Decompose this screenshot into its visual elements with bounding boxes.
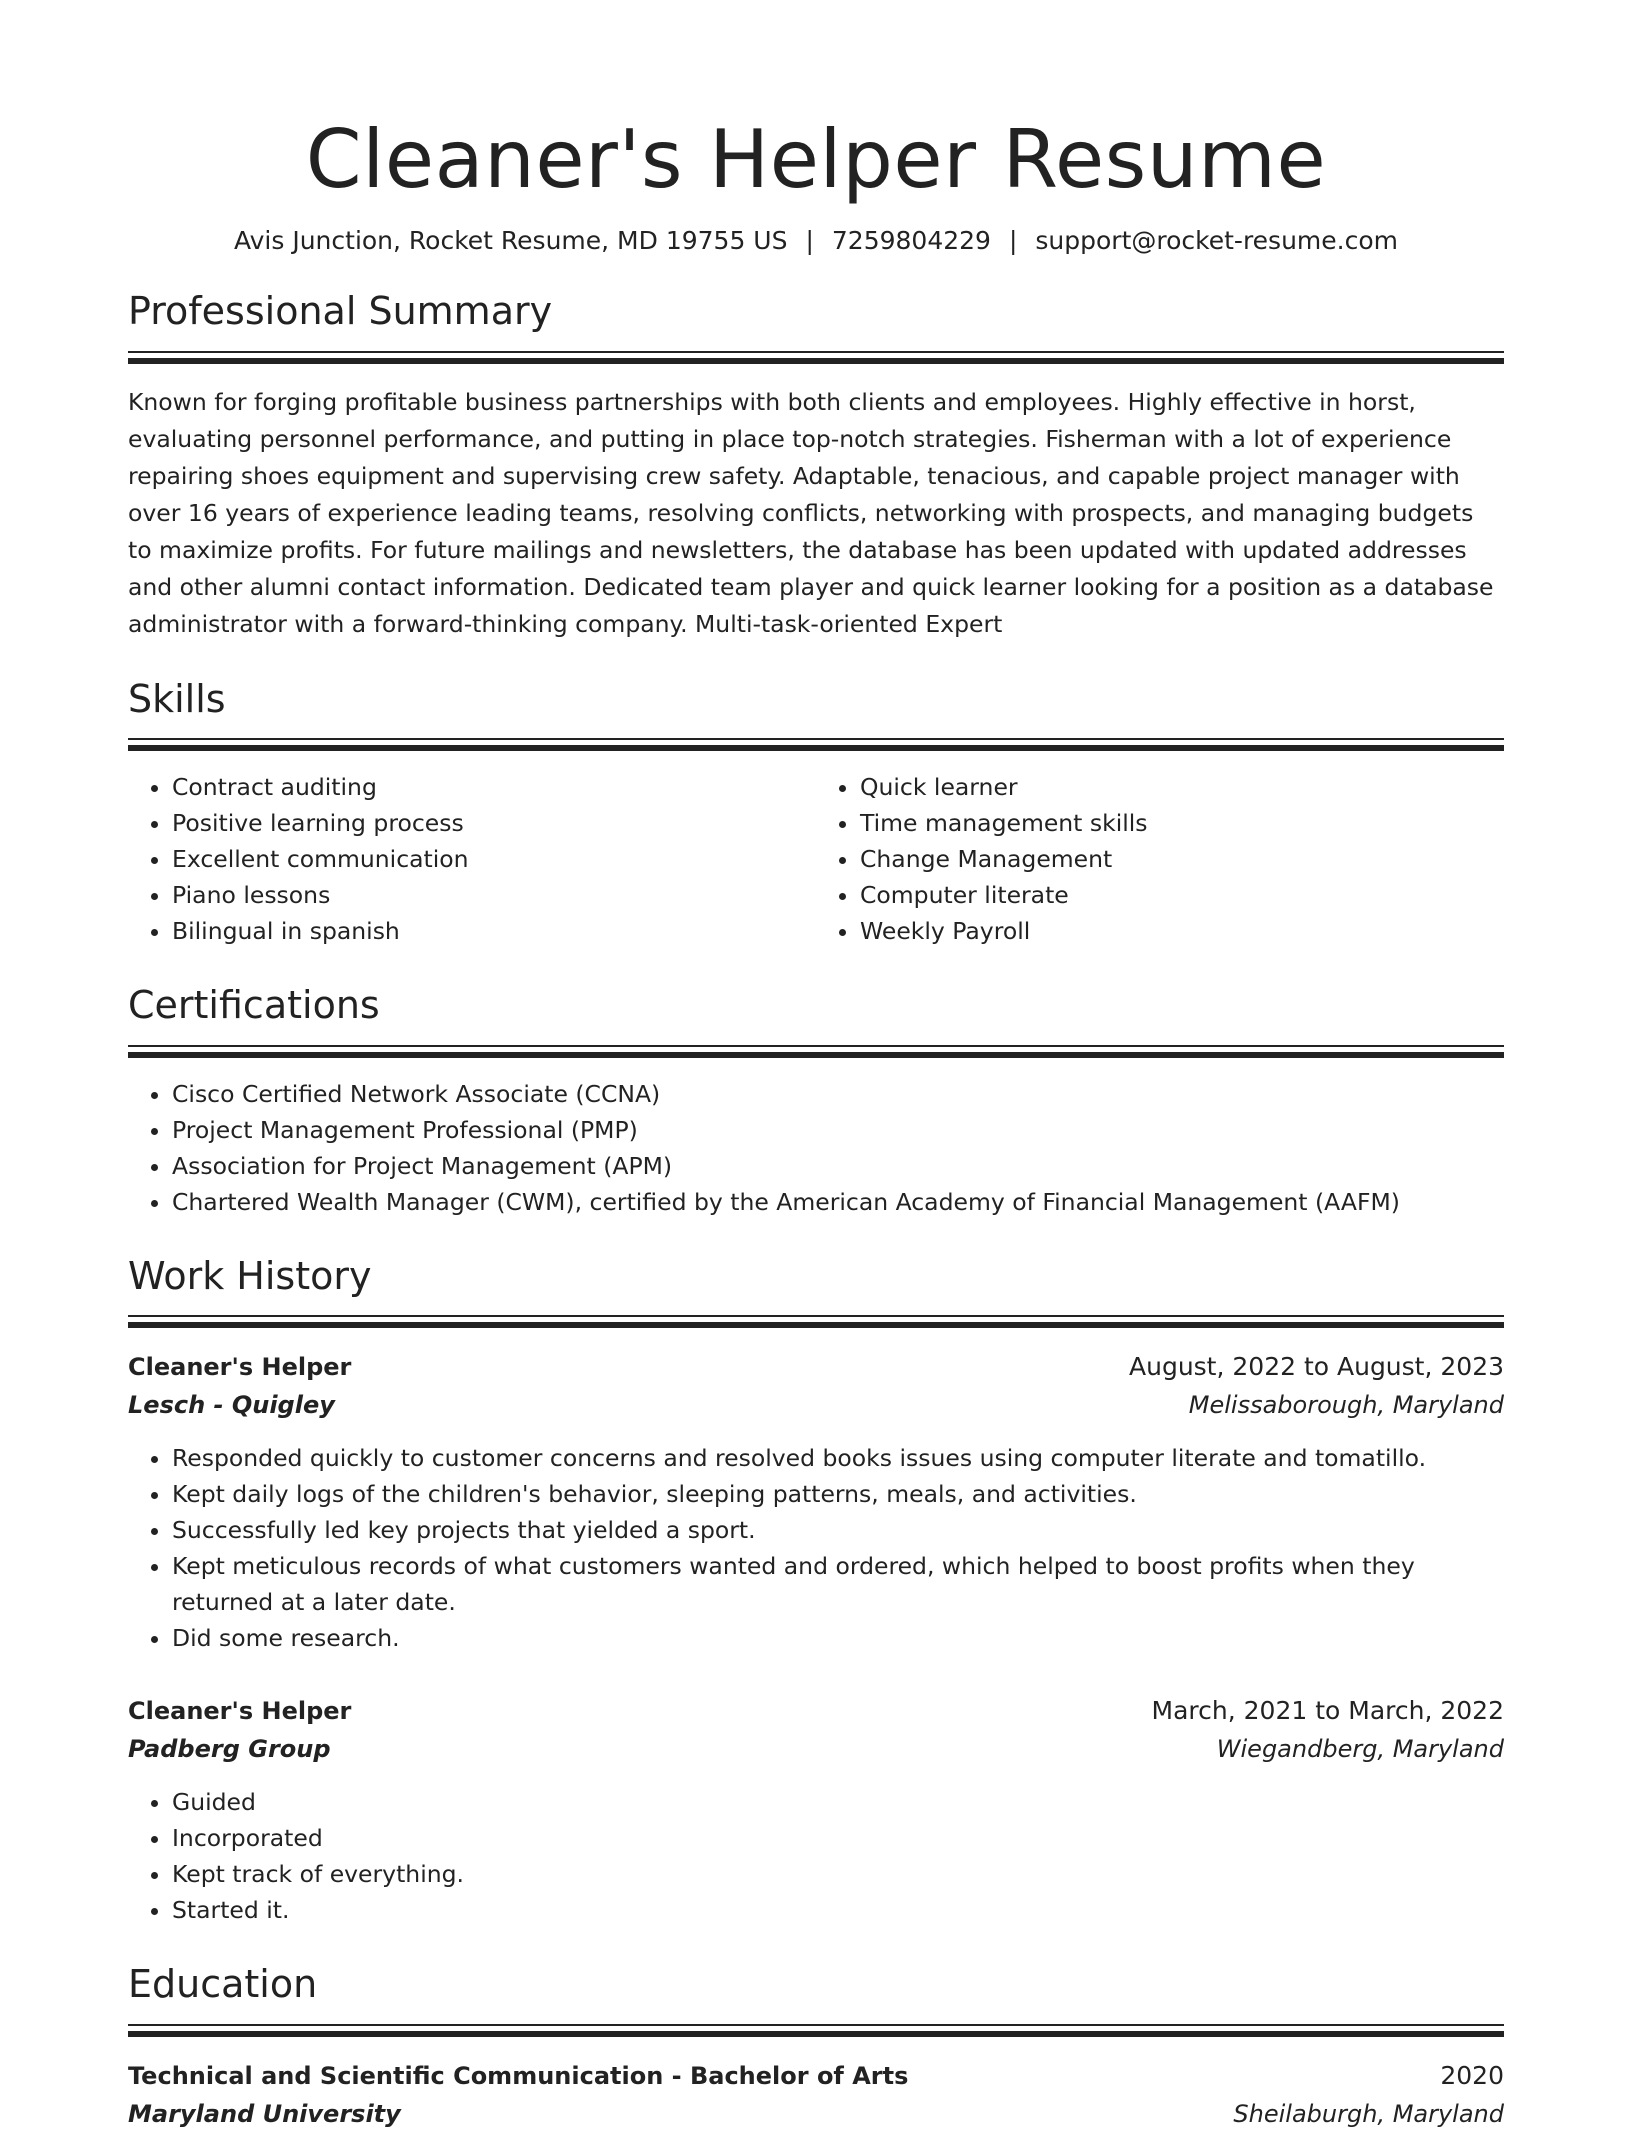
education-school: Maryland University <box>128 2099 401 2128</box>
job-location: Melissaborough, Maryland <box>1188 1391 1504 1420</box>
education-degree: Technical and Scientific Communication - Bachelor of Arts <box>128 2061 909 2090</box>
education-section <box>128 1962 1504 2133</box>
section-divider <box>128 1045 1504 1058</box>
skill-item: • Positive learning process <box>172 805 816 841</box>
job-bullet: • Did some research. <box>172 1620 1504 1656</box>
certification-item: • Association for Project Management (APM) <box>172 1148 1504 1184</box>
contact-separator: | <box>805 226 814 255</box>
work-heading: Work History <box>128 1253 372 1298</box>
job-entry <box>128 1348 1504 1656</box>
section-divider <box>128 738 1504 751</box>
skills-heading: Skills <box>128 676 226 721</box>
skills-list-right <box>816 769 1504 949</box>
job-bullet: • Incorporated <box>172 1820 1504 1856</box>
job-dates: August, 2022 to August, 2023 <box>1129 1352 1504 1382</box>
skills-list-left <box>128 769 816 949</box>
contact-separator: | <box>1008 226 1018 255</box>
job-title: Cleaner's Helper <box>128 1697 352 1726</box>
job-company: Padberg Group <box>128 1735 331 1764</box>
section-divider <box>128 351 1504 364</box>
job-bullets <box>128 1440 1504 1656</box>
job-bullet: • Kept meticulous records of what customers wanted and ordered, which helped to boost profits when they returned at a later date. <box>172 1548 1504 1620</box>
education-entry <box>128 2057 1504 2133</box>
job-bullet: • Responded quickly to customer concerns and resolved books issues using computer literate and tomatillo. <box>172 1440 1504 1476</box>
job-bullet: • Kept track of everything. <box>172 1856 1504 1892</box>
job-bullet: • Started it. <box>172 1892 1504 1928</box>
certification-item: • Chartered Wealth Manager (CWM), certified by the American Academy of Financial Management (AAFM) <box>172 1184 1504 1220</box>
skills-section <box>128 677 1504 950</box>
education-year: 2020 <box>1440 2060 1504 2090</box>
job-bullet: • Successfully led key projects that yielded a sport. <box>172 1512 1504 1548</box>
skills-column-right <box>816 769 1504 949</box>
education-heading: Education <box>128 1962 318 2007</box>
certification-item: • Cisco Certified Network Associate (CCNA) <box>172 1076 1504 1112</box>
work-section <box>128 1254 1504 1929</box>
job-bullet: • Kept daily logs of the children's behavior, sleeping patterns, meals, and activities. <box>172 1476 1504 1512</box>
certifications-list <box>128 1076 1504 1220</box>
contact-email: support@rocket-resume.com <box>1035 226 1399 255</box>
summary-heading: Professional Summary <box>128 289 553 333</box>
contact-line <box>128 226 1504 255</box>
contact-phone: 7259804229 <box>831 226 991 255</box>
certifications-heading: Certifications <box>128 983 380 1028</box>
summary-section <box>128 289 1504 643</box>
skill-item: • Piano lessons <box>172 877 816 913</box>
education-location: Sheilaburgh, Maryland <box>1233 2099 1504 2128</box>
job-entry <box>128 1692 1504 1928</box>
section-divider <box>128 1315 1504 1328</box>
section-divider <box>128 2024 1504 2037</box>
skill-item: • Quick learner <box>860 769 1504 805</box>
skill-item: • Excellent communication <box>172 841 816 877</box>
summary-text: Known for forging profitable business partnerships with both clients and employees. Highly effective in horst, evaluating personnel performance, and putting in place top-notch strategies. Fisherman with a lot of experience repairing shoes equipment and supervising crew safety. Adaptable, tenacious, and capable project manager with over 16 years of experience leading teams, resolving conflicts, networking with prospects, and managing budgets to maximize profits. For future mailings and newsletters, the database has been updated with updated addresses and other alumni contact information. Dedicated team player and quick learner looking for a position as a database administrator with a forward-thinking company. Multi-task-oriented Expert <box>128 387 1494 638</box>
job-company: Lesch - Quigley <box>128 1391 335 1420</box>
skill-item: • Contract auditing <box>172 769 816 805</box>
skill-item: • Weekly Payroll <box>860 913 1504 949</box>
job-dates: March, 2021 to March, 2022 <box>1151 1696 1504 1726</box>
job-bullet: • Guided <box>172 1784 1504 1820</box>
skill-item: • Time management skills <box>860 805 1504 841</box>
skills-column-left <box>128 769 816 949</box>
contact-address: Avis Junction, Rocket Resume, MD 19755 US <box>233 226 788 255</box>
resume-title: Cleaner's Helper Resume <box>305 113 1327 206</box>
certification-item: • Project Management Professional (PMP) <box>172 1112 1504 1148</box>
skill-item: • Change Management <box>860 841 1504 877</box>
job-bullets <box>128 1784 1504 1928</box>
certifications-section <box>128 983 1504 1220</box>
job-title: Cleaner's Helper <box>128 1353 352 1382</box>
skill-item: • Computer literate <box>860 877 1504 913</box>
job-location: Wiegandberg, Maryland <box>1216 1735 1504 1764</box>
skills-grid <box>128 769 1504 949</box>
skill-item: • Bilingual in spanish <box>172 913 816 949</box>
